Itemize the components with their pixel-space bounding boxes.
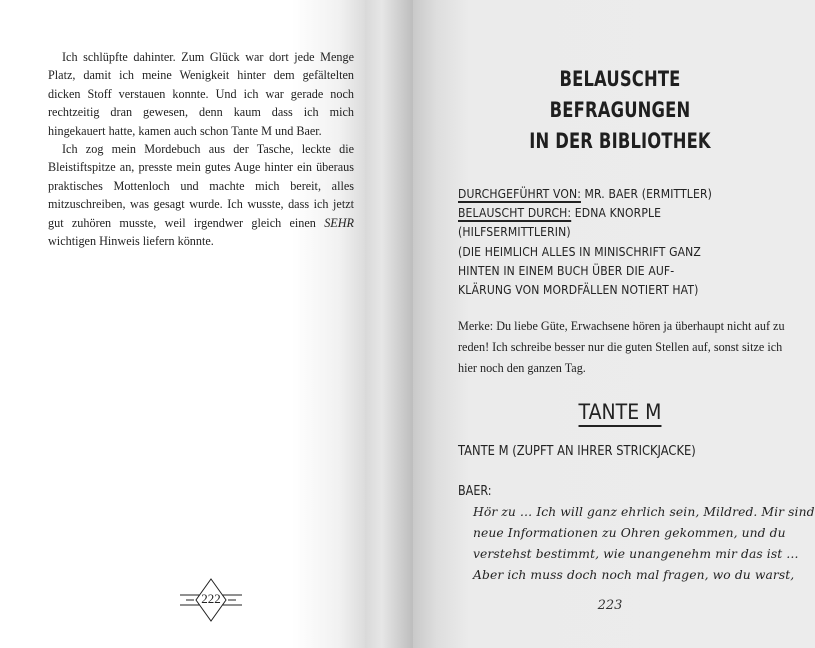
heading-line-1: BELAUSCHTE BEFRAGUNGEN	[549, 67, 691, 122]
dialog-line: verstehst bestimmt, wie unangenehm mir das ist …	[473, 547, 799, 561]
page-number-left	[178, 578, 244, 622]
heading-line-2: IN DER BIBLIOTHEK	[529, 129, 711, 153]
baer-dialog	[473, 502, 815, 586]
left-body-text	[48, 48, 354, 250]
dialog-line: neue Informationen zu Ohren gekommen, und du	[473, 526, 786, 540]
overheard-by-role: (HILFSERMITTLERIN)	[458, 224, 571, 240]
note-line-2: HINTEN IN EINEM BUCH ÜBER DIE AUF-	[458, 262, 675, 278]
page-number-left-text: 222	[201, 591, 221, 606]
note-line-1: (DIE HEIMLICH ALLES IN MINISCHRIFT GANZ	[458, 243, 701, 259]
interview-credits	[458, 184, 750, 299]
dialog-line: Hör zu … Ich will ganz ehrlich sein, Mildred. Mir sind	[473, 505, 815, 519]
emphasis-sehr: SEHR	[324, 215, 354, 230]
paragraph-2-end: wichtigen Hinweis liefern könnte.	[48, 234, 214, 249]
overheard-by-line	[458, 203, 750, 222]
overheard-by-value: EDNA KNORPLE	[574, 205, 662, 221]
speaker-line-tante-m: TANTE M (ZUPFT AN IHRER STRICKJACKE)	[458, 444, 696, 459]
conducted-by-line	[458, 184, 750, 203]
dialog-line: Aber ich muss doch noch mal fragen, wo du warst,	[473, 568, 795, 582]
paragraph-2	[48, 140, 354, 250]
book-gutter	[365, 0, 413, 648]
page-number-right: 223	[597, 598, 623, 613]
conducted-by-value: MR. BAER (ERMITTLER)	[584, 186, 712, 201]
paragraph-1: Ich schlüpfte dahinter. Zum Glück war dort jede Menge Platz, damit ich meine Wenigkeit hinter dem gefältelten dicken Stoff verstauen konnte. Und ich war gerade noch rechtzeitig dran gewesen, denn kaum dass ich mich hingekauert hatte, kamen auch schon Tante M und Baer.	[48, 50, 354, 138]
overheard-by-label: BELAUSCHT DURCH:	[458, 205, 572, 221]
note-line-3: KLÄRUNG VON MORDFÄLLEN NOTIERT HAT)	[458, 282, 699, 298]
conducted-by-label: DURCHGEFÜHRT VON:	[458, 186, 581, 201]
speaker-label-baer: BAER:	[458, 484, 492, 499]
page-heading	[491, 64, 748, 157]
merke-note: Merke: Du liebe Güte, Erwachsene hören ja überhaupt nicht auf zu reden! Ich schreibe besser nur die guten Stellen auf, sonst sitze ich hier noch den ganzen Tag.	[458, 319, 785, 375]
paragraph-2-start: Ich zog mein Mordebuch aus der Tasche, leckte die Bleistiftspitze an, presste mein gutes Auge hinter ein überaus praktisches Mottenloch und machte mich bereit, alles mitzuschreiben, was gesagt wurde. Ich wusste, dass ich jetzt gut zuhören musste, weil irgendwer gleich einen	[48, 142, 354, 230]
section-heading-tante-m: TANTE M	[578, 400, 662, 424]
